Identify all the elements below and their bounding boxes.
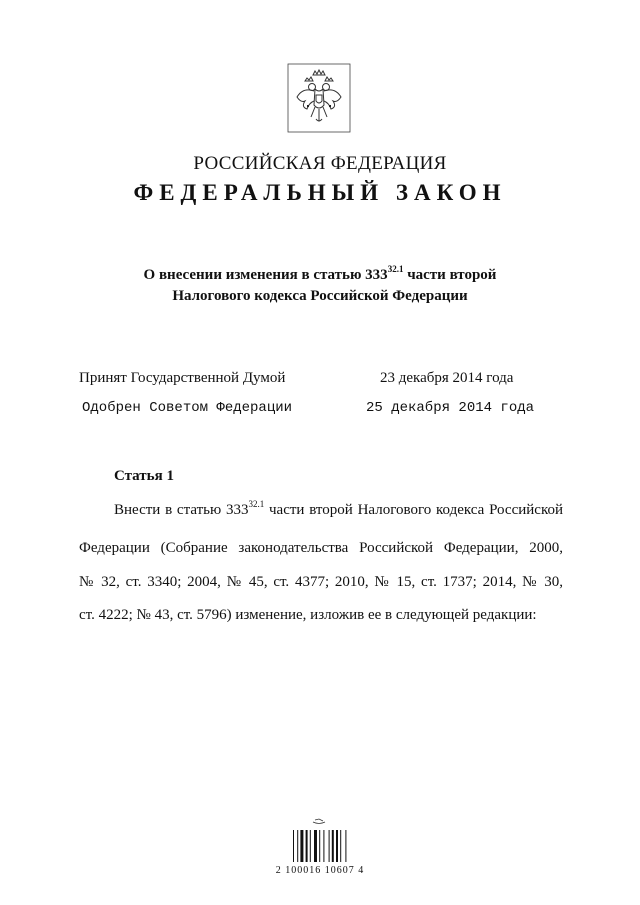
article-text-line-2: Федерации (Собрание законодательства Российской Федерации, 2000,: [79, 540, 563, 556]
council-approval-date: 25 декабря 2014 года: [366, 400, 535, 416]
duma-adoption-date: 23 декабря 2014 года: [380, 370, 514, 386]
council-approval-label: Одобрен Советом Федерации: [82, 400, 293, 416]
law-title-line-2: Налогового кодекса Российской Федерации: [172, 288, 468, 304]
article-text-line-4: ст. 4222; № 43, ст. 5796) изменение, изложив ее в следующей редакции:: [79, 607, 537, 623]
article-text-line-3: № 32, ст. 3340; 2004, № 45, ст. 4377; 2010, № 15, ст. 1737; 2014, № 30,: [79, 574, 563, 590]
barcode-icon: [291, 818, 349, 864]
country-name: РОССИЙСКАЯ ФЕДЕРАЦИЯ: [193, 153, 447, 174]
duma-adoption-label: Принят Государственной Думой: [79, 370, 286, 386]
article-text-line-1: Внести в статью $333^{32.1}$ части второй Налогового кодекса Российской: [114, 499, 564, 518]
barcode-number: 2 100016 10607 4: [275, 865, 365, 876]
emblem-icon: [287, 63, 351, 133]
document-type: ФЕДЕРАЛЬНЫЙ ЗАКОН: [133, 180, 507, 205]
law-title-line-1: О внесении изменения в статью $333^{32.1}$ части второй: [143, 264, 497, 283]
article-heading: Статья 1: [114, 468, 174, 484]
